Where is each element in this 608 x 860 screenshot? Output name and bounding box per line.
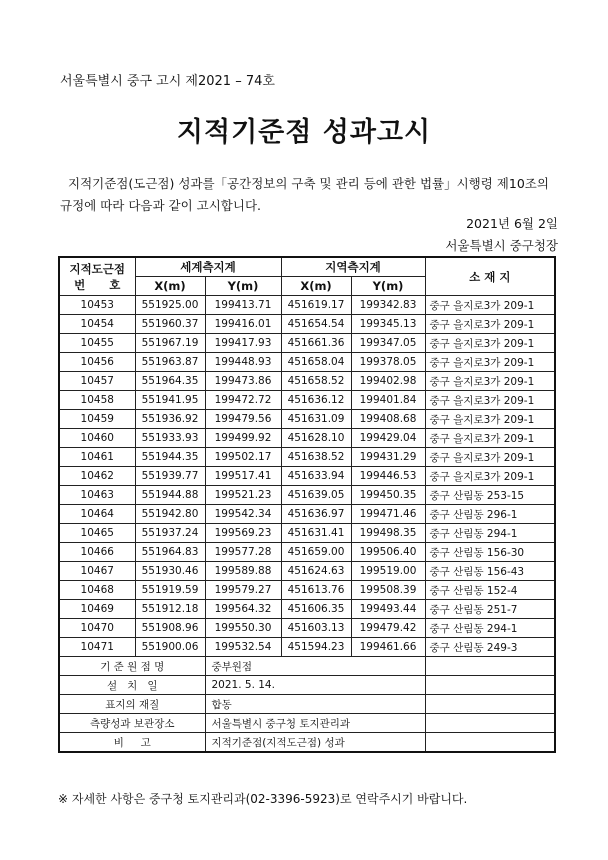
cell-world-y: 199448.93 xyxy=(205,353,281,372)
cell-point-number: 10471 xyxy=(59,638,135,657)
cell-local-x: 451654.54 xyxy=(281,315,351,334)
cell-world-y: 199579.27 xyxy=(205,581,281,600)
cell-point-number: 10459 xyxy=(59,410,135,429)
cell-local-x: 451658.52 xyxy=(281,372,351,391)
footer-row xyxy=(59,714,555,733)
cell-location: 중구 산림동 249-3 xyxy=(425,638,555,657)
control-point-table xyxy=(58,256,556,753)
issuer-block xyxy=(445,213,558,257)
cell-location: 중구 산림동 251-7 xyxy=(425,600,555,619)
table-row xyxy=(59,391,555,410)
header-local-system: 지역측지계 xyxy=(281,257,425,277)
footer-label: 기 준 원 점 명 xyxy=(59,657,205,676)
footer-label: 표지의 재질 xyxy=(59,695,205,714)
cell-local-y: 199461.66 xyxy=(351,638,425,657)
cell-world-y: 199589.88 xyxy=(205,562,281,581)
cell-local-y: 199519.00 xyxy=(351,562,425,581)
table-row xyxy=(59,296,555,315)
cell-local-y: 199401.84 xyxy=(351,391,425,410)
cell-local-x: 451631.41 xyxy=(281,524,351,543)
cell-world-y: 199569.23 xyxy=(205,524,281,543)
cell-world-x: 551933.93 xyxy=(135,429,205,448)
cell-world-y: 199542.34 xyxy=(205,505,281,524)
cell-local-y: 199345.13 xyxy=(351,315,425,334)
page-title: 지적기준점 성과고시 xyxy=(176,117,432,148)
cell-location: 중구 산림동 156-30 xyxy=(425,543,555,562)
cell-location: 중구 을지로3가 209-1 xyxy=(425,372,555,391)
cell-point-number: 10455 xyxy=(59,334,135,353)
cell-world-y: 199564.32 xyxy=(205,600,281,619)
header-local-y: Y(m) xyxy=(351,277,425,296)
cell-local-x: 451613.76 xyxy=(281,581,351,600)
cell-local-y: 199429.04 xyxy=(351,429,425,448)
footer-empty-cell xyxy=(425,714,555,733)
cell-location: 중구 을지로3가 209-1 xyxy=(425,410,555,429)
header-world-y: Y(m) xyxy=(205,277,281,296)
cell-local-x: 451619.17 xyxy=(281,296,351,315)
cell-location: 중구 을지로3가 209-1 xyxy=(425,334,555,353)
table-row xyxy=(59,467,555,486)
footer-value: 지적기준점(지적도근점) 성과 xyxy=(205,733,425,753)
cell-location: 중구 을지로3가 209-1 xyxy=(425,448,555,467)
cell-local-x: 451638.52 xyxy=(281,448,351,467)
table-row xyxy=(59,619,555,638)
cell-world-y: 199521.23 xyxy=(205,486,281,505)
table-row xyxy=(59,638,555,657)
cell-world-y: 199550.30 xyxy=(205,619,281,638)
footer-empty-cell xyxy=(425,733,555,753)
cell-world-y: 199413.71 xyxy=(205,296,281,315)
cell-world-x: 551964.35 xyxy=(135,372,205,391)
footer-label: 측량성과 보관장소 xyxy=(59,714,205,733)
cell-world-x: 551936.92 xyxy=(135,410,205,429)
cell-world-x: 551964.83 xyxy=(135,543,205,562)
cell-local-y: 199408.68 xyxy=(351,410,425,429)
table-row xyxy=(59,315,555,334)
cell-point-number: 10461 xyxy=(59,448,135,467)
issuing-authority: 서울특별시 중구청장 xyxy=(445,238,558,253)
table-row xyxy=(59,486,555,505)
cell-local-x: 451594.23 xyxy=(281,638,351,657)
cell-point-number: 10460 xyxy=(59,429,135,448)
cell-local-y: 199342.83 xyxy=(351,296,425,315)
footer-value: 중부원점 xyxy=(205,657,425,676)
cell-point-number: 10470 xyxy=(59,619,135,638)
cell-local-x: 451633.94 xyxy=(281,467,351,486)
cell-point-number: 10456 xyxy=(59,353,135,372)
table-row xyxy=(59,543,555,562)
cell-point-number: 10464 xyxy=(59,505,135,524)
cell-local-y: 199402.98 xyxy=(351,372,425,391)
header-world-system: 세계측지계 xyxy=(135,257,281,277)
table-footer xyxy=(59,657,555,753)
footer-empty-cell xyxy=(425,695,555,714)
header-point-number xyxy=(59,257,135,296)
cell-point-number: 10469 xyxy=(59,600,135,619)
cell-point-number: 10468 xyxy=(59,581,135,600)
table-row xyxy=(59,505,555,524)
cell-local-y: 199378.05 xyxy=(351,353,425,372)
cell-local-x: 451659.00 xyxy=(281,543,351,562)
cell-world-x: 551944.88 xyxy=(135,486,205,505)
cell-local-y: 199493.44 xyxy=(351,600,425,619)
cell-location: 중구 을지로3가 209-1 xyxy=(425,391,555,410)
cell-world-y: 199517.41 xyxy=(205,467,281,486)
table-row xyxy=(59,372,555,391)
notice-body-line2: 규정에 따라 다음과 같이 고시합니다. xyxy=(60,198,261,213)
cell-world-x: 551941.95 xyxy=(135,391,205,410)
cell-world-x: 551942.80 xyxy=(135,505,205,524)
header-local-x: X(m) xyxy=(281,277,351,296)
cell-local-x: 451631.09 xyxy=(281,410,351,429)
table-row xyxy=(59,334,555,353)
cell-local-x: 451603.13 xyxy=(281,619,351,638)
cell-point-number: 10454 xyxy=(59,315,135,334)
table-row xyxy=(59,429,555,448)
cell-local-x: 451661.36 xyxy=(281,334,351,353)
cell-local-y: 199347.05 xyxy=(351,334,425,353)
header-location: 소 재 지 xyxy=(425,257,555,296)
footer-empty-cell xyxy=(425,657,555,676)
cell-world-x: 551967.19 xyxy=(135,334,205,353)
cell-world-y: 199577.28 xyxy=(205,543,281,562)
cell-world-y: 199416.01 xyxy=(205,315,281,334)
cell-local-x: 451606.35 xyxy=(281,600,351,619)
cell-local-y: 199506.40 xyxy=(351,543,425,562)
footer-value: 합동 xyxy=(205,695,425,714)
table-row xyxy=(59,562,555,581)
cell-world-y: 199502.17 xyxy=(205,448,281,467)
cell-world-x: 551937.24 xyxy=(135,524,205,543)
cell-point-number: 10466 xyxy=(59,543,135,562)
cell-location: 중구 을지로3가 209-1 xyxy=(425,429,555,448)
cell-local-x: 451639.05 xyxy=(281,486,351,505)
cell-local-y: 199498.35 xyxy=(351,524,425,543)
cell-world-x: 551930.46 xyxy=(135,562,205,581)
cell-point-number: 10467 xyxy=(59,562,135,581)
cell-location: 중구 산림동 294-1 xyxy=(425,619,555,638)
cell-local-y: 199431.29 xyxy=(351,448,425,467)
cell-location: 중구 을지로3가 209-1 xyxy=(425,353,555,372)
footer-row xyxy=(59,676,555,695)
cell-location: 중구 을지로3가 209-1 xyxy=(425,467,555,486)
footer-value: 서울특별시 중구청 토지관리과 xyxy=(205,714,425,733)
notice-number: 서울특별시 중구 고시 제2021 – 74호 xyxy=(60,74,275,89)
cell-local-y: 199508.39 xyxy=(351,581,425,600)
cell-point-number: 10453 xyxy=(59,296,135,315)
cell-world-x: 551963.87 xyxy=(135,353,205,372)
cell-world-y: 199532.54 xyxy=(205,638,281,657)
footer-row xyxy=(59,733,555,753)
header-point-number-line2: 번 호 xyxy=(74,277,121,292)
table-row xyxy=(59,600,555,619)
cell-world-x: 551912.18 xyxy=(135,600,205,619)
table-row xyxy=(59,410,555,429)
cell-local-y: 199446.53 xyxy=(351,467,425,486)
cell-world-x: 551908.96 xyxy=(135,619,205,638)
footer-row xyxy=(59,695,555,714)
table-row xyxy=(59,448,555,467)
cell-world-y: 199472.72 xyxy=(205,391,281,410)
table-body xyxy=(59,296,555,657)
footer-row xyxy=(59,657,555,676)
cell-world-x: 551900.06 xyxy=(135,638,205,657)
contact-footnote: ※ 자세한 사항은 중구청 토지관리과(02-3396-5923)로 연락주시기 바랍니다. xyxy=(58,792,468,806)
cell-world-y: 199499.92 xyxy=(205,429,281,448)
issue-date: 2021년 6월 2일 xyxy=(466,216,558,231)
table-row xyxy=(59,524,555,543)
cell-location: 중구 을지로3가 209-1 xyxy=(425,315,555,334)
cell-location: 중구 산림동 294-1 xyxy=(425,524,555,543)
cell-world-x: 551960.37 xyxy=(135,315,205,334)
footer-label: 설 치 일 xyxy=(59,676,205,695)
cell-local-y: 199479.42 xyxy=(351,619,425,638)
cell-point-number: 10458 xyxy=(59,391,135,410)
header-point-number-line1: 지적도근점 xyxy=(69,261,126,276)
cell-location: 중구 산림동 152-4 xyxy=(425,581,555,600)
footer-label: 비 고 xyxy=(59,733,205,753)
notice-body xyxy=(60,173,560,217)
cell-local-y: 199450.35 xyxy=(351,486,425,505)
footer-value: 2021. 5. 14. xyxy=(205,676,425,695)
cell-local-x: 451636.12 xyxy=(281,391,351,410)
footer-empty-cell xyxy=(425,676,555,695)
table-row xyxy=(59,581,555,600)
cell-local-x: 451658.04 xyxy=(281,353,351,372)
cell-point-number: 10457 xyxy=(59,372,135,391)
cell-location: 중구 산림동 156-43 xyxy=(425,562,555,581)
header-world-x: X(m) xyxy=(135,277,205,296)
cell-world-x: 551944.35 xyxy=(135,448,205,467)
cell-local-x: 451624.63 xyxy=(281,562,351,581)
cell-location: 중구 산림동 253-15 xyxy=(425,486,555,505)
cell-point-number: 10463 xyxy=(59,486,135,505)
cell-location: 중구 산림동 296-1 xyxy=(425,505,555,524)
cell-world-y: 199473.86 xyxy=(205,372,281,391)
cell-local-x: 451628.10 xyxy=(281,429,351,448)
table-row xyxy=(59,353,555,372)
cell-world-x: 551939.77 xyxy=(135,467,205,486)
cell-local-x: 451636.97 xyxy=(281,505,351,524)
cell-world-y: 199479.56 xyxy=(205,410,281,429)
cell-point-number: 10465 xyxy=(59,524,135,543)
cell-point-number: 10462 xyxy=(59,467,135,486)
cell-location: 중구 을지로3가 209-1 xyxy=(425,296,555,315)
cell-world-x: 551925.00 xyxy=(135,296,205,315)
notice-body-line1: 지적기준점(도근점) 성과를「공간정보의 구축 및 관리 등에 관한 법률」시행령 제10조의 xyxy=(68,176,549,191)
cell-local-y: 199471.46 xyxy=(351,505,425,524)
cell-world-y: 199417.93 xyxy=(205,334,281,353)
cell-world-x: 551919.59 xyxy=(135,581,205,600)
